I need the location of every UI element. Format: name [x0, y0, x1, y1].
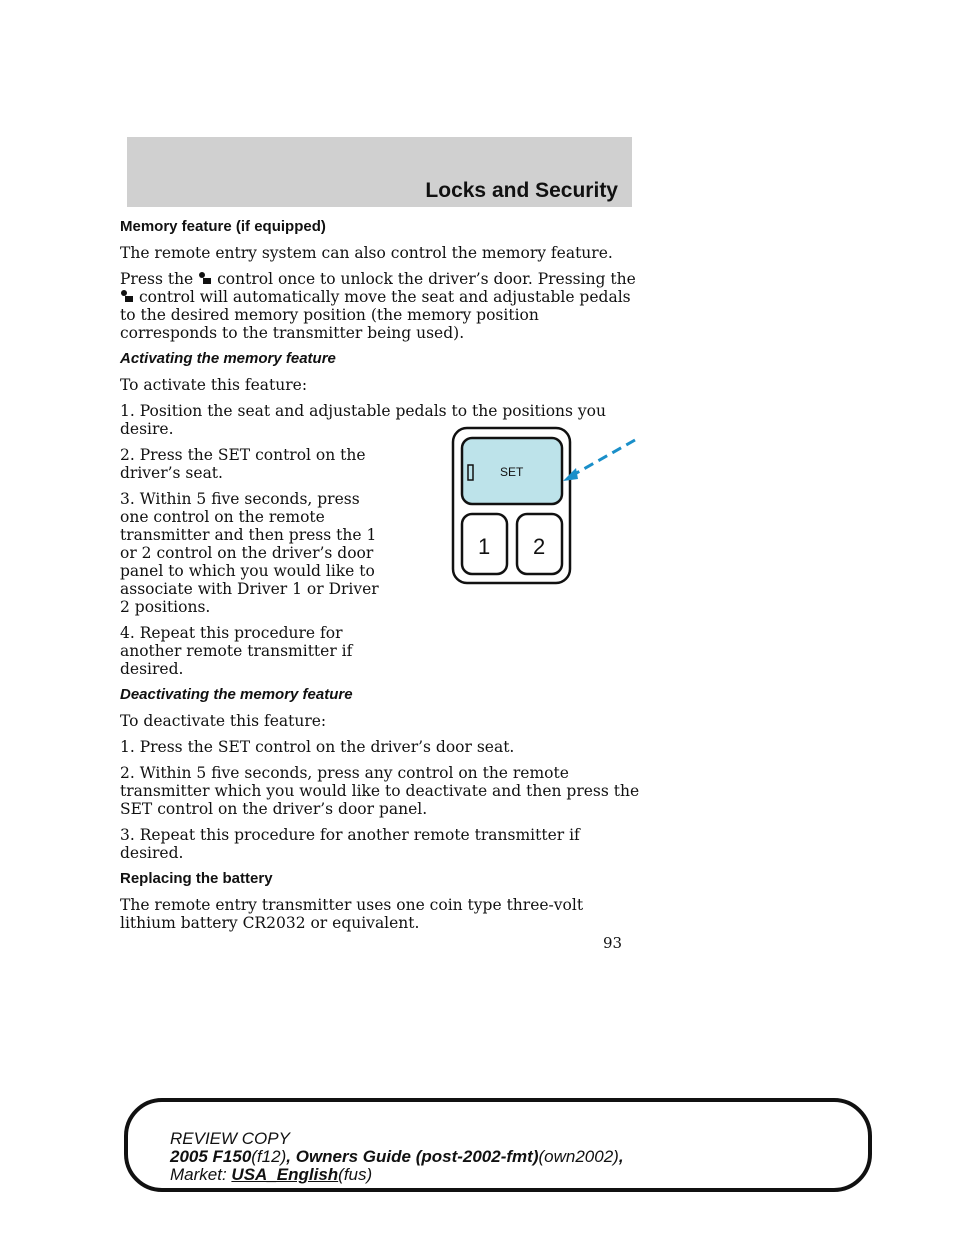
footer-guide-code: (own2002) [538, 1147, 619, 1166]
footer-guide: Owners Guide (post-2002-fmt) [295, 1147, 539, 1166]
section-title: Locks and Security [425, 179, 618, 202]
set-label: SET [500, 465, 524, 479]
activating-step-2: 2. Press the SET control on the driver’s seat. [120, 446, 366, 482]
unlock-key-icon [198, 271, 212, 285]
memory-p2-part-a: Press the [120, 270, 194, 288]
footer-comma: , [618, 1147, 624, 1166]
deactivating-step-3: 3. Repeat this procedure for another remote transmitter if desired. [120, 826, 580, 862]
activating-step-3: 3. Within 5 five seconds, press one control on the remote transmitter and then press the 1 or 2 control on the driver’s door panel to which you would like to associate with Driver 1 or Driver 2 positions. [120, 490, 379, 616]
memory-p2-part-c: control will automatically move the seat and adjustable pedals to the desired memory position (the memory position corresponds to the transmitter being used). [120, 288, 631, 342]
review-copy-label: REVIEW COPY [170, 1129, 290, 1148]
deactivating-step-2: 2. Within 5 five seconds, press any control on the remote transmitter which you would like to deactivate and then press the SET control on the driver’s door panel. [120, 764, 640, 818]
review-footer-text [170, 1130, 624, 1184]
page-number: 93 [603, 934, 623, 952]
memory-feature-heading: Memory feature (if equipped) [120, 218, 326, 235]
battery-paragraph: The remote entry transmitter uses one coin type three-volt lithium battery CR2032 or equivalent. [120, 896, 584, 932]
review-guide-line [170, 1148, 624, 1166]
footer-market-code: (fus) [338, 1165, 373, 1184]
button-1-label: 1 [478, 534, 491, 559]
activating-step-1: 1. Position the seat and adjustable pedals to the positions you desire. [120, 402, 606, 438]
memory-seat-control-diagram [445, 425, 645, 590]
footer-model: 2005 F150 [170, 1147, 252, 1166]
deactivating-step-1: 1. Press the SET control on the driver’s door seat. [120, 738, 515, 756]
activating-heading: Activating the memory feature [120, 350, 336, 367]
footer-market-label: Market: [170, 1165, 227, 1184]
button-2-label: 2 [533, 534, 546, 559]
activating-step-4: 4. Repeat this procedure for another remote transmitter if desired. [120, 624, 353, 678]
memory-p2-part-b: control once to unlock the driver’s door. Pressing the [217, 270, 636, 288]
footer-guide-sep: , [286, 1147, 296, 1166]
pointer-arrow [573, 440, 635, 475]
section-header-band [127, 137, 632, 207]
deactivating-heading: Deactivating the memory feature [120, 686, 353, 703]
battery-heading: Replacing the battery [120, 870, 273, 887]
footer-model-code: (f12) [251, 1147, 287, 1166]
footer-market: USA_English [231, 1165, 339, 1184]
review-market-line [170, 1166, 624, 1184]
activating-intro: To activate this feature: [120, 376, 308, 394]
memory-paragraph-1: The remote entry system can also control the memory feature. [120, 244, 613, 262]
memory-paragraph-2 [120, 270, 640, 342]
unlock-key-icon [120, 289, 134, 303]
deactivating-intro: To deactivate this feature: [120, 712, 327, 730]
review-copy-footer [124, 1098, 872, 1192]
